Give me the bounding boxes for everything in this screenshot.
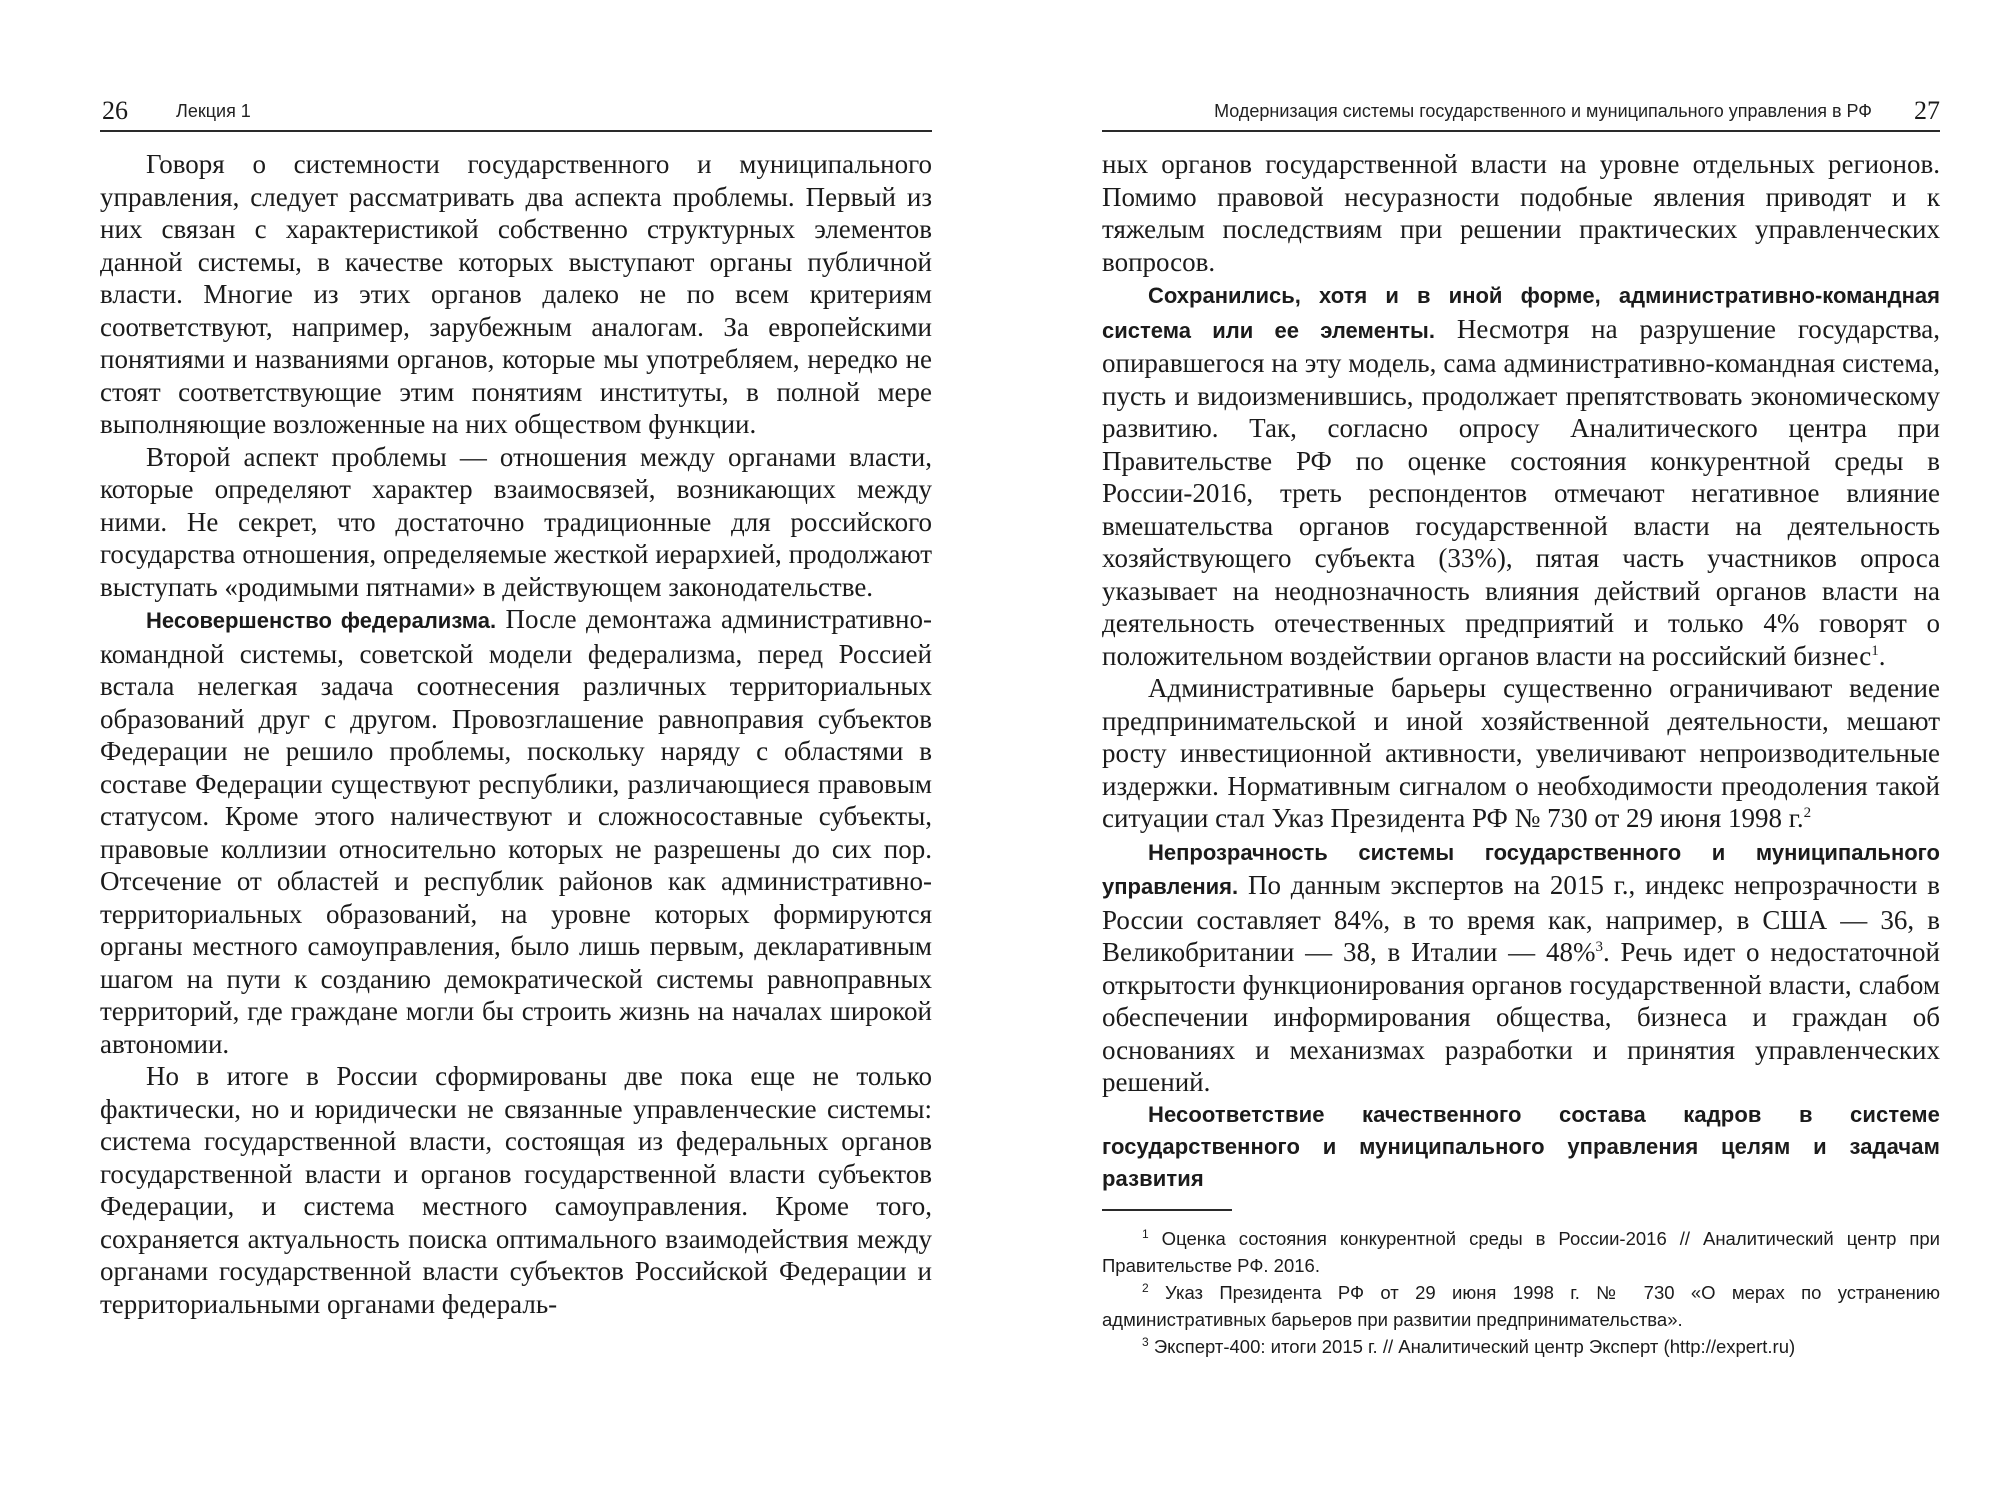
paragraph-command-system bbox=[1102, 278, 1940, 672]
section-lead: Непрозрачность системы государственного и муниципального управления. bbox=[1102, 839, 1940, 899]
paragraph-continuation: ных органов государственной власти на уровне отдельных регионов. Помимо правовой несуразности подобные явления приводят и к тяжелым последствиям при решении практических управленческих вопросов. bbox=[1102, 149, 1940, 277]
paragraph-text: Административные барьеры существенно ограничивают ведение предпринимательской и иной хозяйственной деятельности, мешают росту инвестиционной активности, увеличивают непроизводительные издержки. Нормативным сигналом о необходимости преодоления такой ситуации стал Указ Президента РФ № 730 от 29 июня 1998 г. bbox=[1102, 673, 1940, 833]
footnote bbox=[1102, 1333, 1940, 1360]
right-page-body bbox=[1102, 148, 1940, 1195]
footnote-ref[interactable]: 3 bbox=[1595, 939, 1603, 955]
footnote-mark: 1 bbox=[1142, 1227, 1149, 1241]
footnote-text: Оценка состояния конкурентной среды в России-2016 // Аналитический центр при Правительстве РФ. 2016. bbox=[1102, 1228, 1940, 1276]
footnote-text: Указ Президента РФ от 29 июня 1998 г. № 730 «О мерах по устранению административных барьеров при развитии предпринимательства». bbox=[1102, 1282, 1940, 1330]
footnote bbox=[1102, 1225, 1940, 1279]
running-head: Лекция 1 bbox=[176, 101, 251, 121]
paragraph: Но в итоге в России сформированы две пока еще не только фактически, но и юридически не связанные управленческие системы: система государственной власти, состоящая из федеральных органов государственной власти и органов государственной власти субъектов Федерации, и система местного самоуправления. Кроме того, сохраняется актуальность поиска оптимального взаимодействия между органами государственной власти субъектов Российской Федерации и территориальными органами федераль- bbox=[100, 1061, 932, 1319]
footnote-ref[interactable]: 2 bbox=[1803, 805, 1812, 821]
footnote-ref[interactable]: 1 bbox=[1871, 642, 1879, 659]
footnote bbox=[1102, 1279, 1940, 1333]
paragraph-text: По данным экспертов на 2015 г., индекс непрозрачности в России составляет 84%, в то время как, например, в США — 36, в Великобритании — 38, в Италии — 48% bbox=[1102, 870, 1940, 967]
footnote-text: Эксперт-400: итоги 2015 г. // Аналитический центр Эксперт (http://expert.ru) bbox=[1148, 1336, 1796, 1357]
footnote-divider bbox=[1102, 1209, 1232, 1211]
paragraph-federalism bbox=[100, 603, 932, 1060]
running-head: Модернизация системы государственного и муниципального управления в РФ bbox=[1214, 101, 1872, 121]
paragraph-text: . Речь идет о недостаточной открытости функционирования органов государственной власти, слабом обеспечении информирования общества, бизнеса и граждан об основаниях и механизмах разработки и принятия управленческих решений. bbox=[1102, 937, 1940, 1097]
footnote-mark: 2 bbox=[1142, 1281, 1149, 1295]
paragraph-opacity bbox=[1102, 835, 1940, 1099]
footnotes bbox=[1102, 1225, 1940, 1360]
section-lead: Несовершенство федерализма. bbox=[146, 608, 497, 633]
page-number: 27 bbox=[1914, 96, 1940, 125]
paragraph-end: . bbox=[1878, 640, 1886, 671]
paragraph-text: Несмотря на разрушение государства, опиравшегося на эту модель, сама административно-командная система, пусть и видоизменившись, продолжает препятствовать экономическому развитию. Так, согласно опросу Аналитического центра при Правительстве РФ по оценке состояния конкурентной среды в России-2016, треть респондентов отмечают негативное влияние вмешательства органов государственной власти на деятельность хозяйствующего субъекта (33%), пятая часть участников опроса указывает на неоднозначность влияния действий органов власти на деятельность отечественных предприятий и только 4% говорят о положительном воздействии органов власти на российский бизнес bbox=[1102, 313, 1940, 671]
left-page-header bbox=[100, 96, 932, 132]
section-lead: Сохранились, хотя и в иной форме, административно-командная система или ее элементы. bbox=[1102, 283, 1940, 343]
right-page-header bbox=[1102, 96, 1940, 132]
paragraph-text: После демонтажа административно-командной системы, советской модели федерализма, перед Россией встала нелегкая задача соотнесения различных территориальных образований друг с другом. Провозглашение равноправия субъектов Федерации не решило проблемы, поскольку наряду с областями в составе Федерации существуют республики, различающиеся правовым статусом. Кроме этого наличествуют и сложносоставные субъекты, правовые коллизии относительно которых не разрешены до сих пор. Отсечение от областей и республик районов как административно-территориальных образований, на уровне которых формируются органы местного самоуправления, было лишь первым, декларативным шагом на пути к созданию демократической системы равноправных территорий, где граждане могли бы строить жизнь на началах широкой автономии. bbox=[100, 604, 932, 1059]
paragraph: Говоря о системности государственного и муниципального управления, следует рассматривать два аспекта проблемы. Первый из них связан с характеристикой собственно структурных элементов данной системы, в качестве которых выступают органы публичной власти. Многие из этих органов далеко не по всем критериям соответствуют, например, зарубежным аналогам. За европейскими понятиями и названиями органов, которые мы употребляем, нередко не стоят соответствующие этим понятиям институты, в полной мере выполняющие возложенные на них обществом функции. bbox=[100, 149, 932, 439]
left-page-body bbox=[100, 148, 932, 1320]
page-number: 26 bbox=[102, 96, 128, 125]
paragraph-barriers bbox=[1102, 672, 1940, 835]
paragraph: Второй аспект проблемы — отношения между органами власти, которые определяют характер взаимосвязей, возникающих между ними. Не секрет, что достаточно традиционные для российского государства отношения, определяемые жесткой иерархией, продолжают выступать «родимыми пятнами» в действующем законодательстве. bbox=[100, 441, 932, 602]
footnote-mark: 3 bbox=[1142, 1335, 1149, 1349]
section-heading-personnel: Несоответствие качественного состава кадров в системе государственного и муниципального управления целям и задачам развития bbox=[1102, 1101, 1940, 1191]
